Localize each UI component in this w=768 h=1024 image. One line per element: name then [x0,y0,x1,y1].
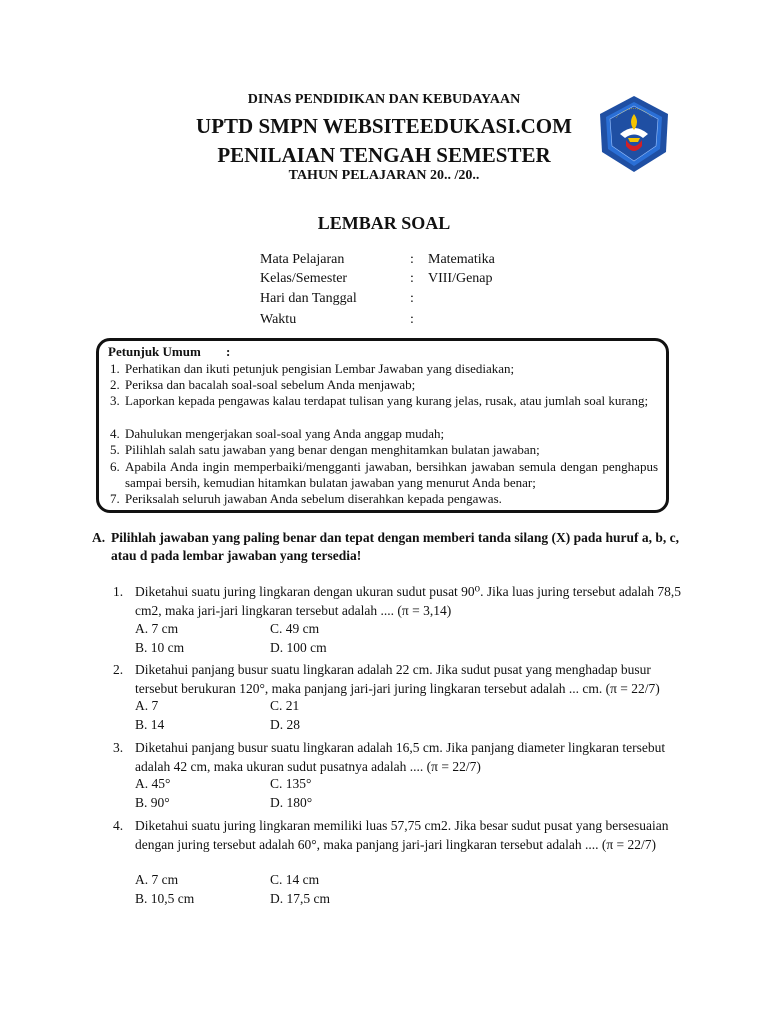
question-text: 4. Diketahui suatu juring lingkaran memiliki luas 57,75 cm2. Jika besar sudut pusat yang bersesuaian dengan juring tersebut adalah 60°, maka panjang jari-jari lingkaran tersebut adalah .... (π = 22/7) [113,818,669,852]
question-text: 1. Diketahui suatu juring lingkaran dengan ukuran sudut pusat 90⁰. Jika luas juring tersebut adalah 78,5 cm2, maka jari-jari lingkaran tersebut adalah .... (π = 3,14) [113,584,682,618]
option-a: A. 7 [135,698,159,713]
option-c: C. 49 cm [270,621,320,636]
instruction-item: 3. Laporkan kepada pengawas kalau terdapat tulisan yang kurang jelas, rusak, atau jumlah soal kurang; [110,393,649,408]
instruction-item: 4. Dahulukan mengerjakan soal-soal yang Anda anggap mudah; [110,426,445,441]
option-c: C. 21 [270,698,300,713]
option-b: B. 90° [135,795,170,810]
option-b: B. 10,5 cm [135,891,195,906]
info-label: Waktu [260,312,297,327]
option-d: D. 180° [270,795,313,810]
option-c: C. 135° [270,776,312,791]
option-b: B. 14 [135,717,165,732]
info-colon: : [410,312,414,327]
info-colon: : [410,271,414,286]
info-colon: : [410,252,414,267]
option-a: A. 45° [135,776,171,791]
option-a: A. 7 cm [135,872,179,887]
academic-year: TAHUN PELAJARAN 20.. /20.. [288,168,480,183]
info-label: Kelas/Semester [260,271,348,286]
option-c: C. 14 cm [270,872,320,887]
instruction-item: 5. Pilihlah salah satu jawaban yang benar dengan menghitamkan bulatan jawaban; [110,442,540,457]
instruction-item: 2. Periksa dan bacalah soal-soal sebelum Anda menjawab; [110,377,416,392]
info-value: VIII/Genap [428,271,493,286]
info-value: Matematika [428,252,495,267]
agency-name: DINAS PENDIDIKAN DAN KEBUDAYAAN [247,92,521,107]
instruction-item: 6. Apabila Anda ingin memperbaiki/mengganti jawaban, bersihkan jawaban semula dengan penghapus sampai bersih, kemudian hitamkan bulatan jawaban yang menurut Anda benar; [110,459,658,490]
school-name: UPTD SMPN WEBSITEEDUKASI.COM [196,114,572,138]
option-d: D. 28 [270,717,300,732]
instruction-item: 1. Perhatikan dan ikuti petunjuk pengisian Lembar Jawaban yang disediakan; [110,361,515,376]
option-d: D. 17,5 cm [270,891,330,906]
instructions-title: Petunjuk Umum : [108,344,231,359]
exam-title: PENILAIAN TENGAH SEMESTER [217,143,551,167]
section-heading: A. Pilihlah jawaban yang paling benar dan tepat dengan memberi tanda silang (X) pada huruf a, b, c, atau d pada lembar jawaban yang tersedia! [92,530,679,563]
instruction-item: 7. Periksalah seluruh jawaban Anda sebelum diserahkan kepada pengawas. [110,491,502,506]
option-a: A. 7 cm [135,621,179,636]
info-colon: : [410,291,414,306]
sheet-title: LEMBAR SOAL [317,213,451,233]
question-text: 3. Diketahui panjang busur suatu lingkaran adalah 16,5 cm. Jika panjang diameter lingkaran tersebut adalah 42 cm, maka ukuran sudut pusatnya adalah .... (π = 22/7) [113,740,666,774]
question-text: 2. Diketahui panjang busur suatu lingkaran adalah 22 cm. Jika sudut pusat yang menghadap busur tersebut berukuran 120°, maka panjang jari-jari juring lingkaran tersebut adalah ... cm. (π = 22/7) [113,662,660,696]
option-d: D. 100 cm [270,640,327,655]
option-b: B. 10 cm [135,640,185,655]
info-label: Hari dan Tanggal [260,291,357,306]
info-label: Mata Pelajaran [260,252,345,267]
tut-wuri-handayani-logo [596,94,672,174]
